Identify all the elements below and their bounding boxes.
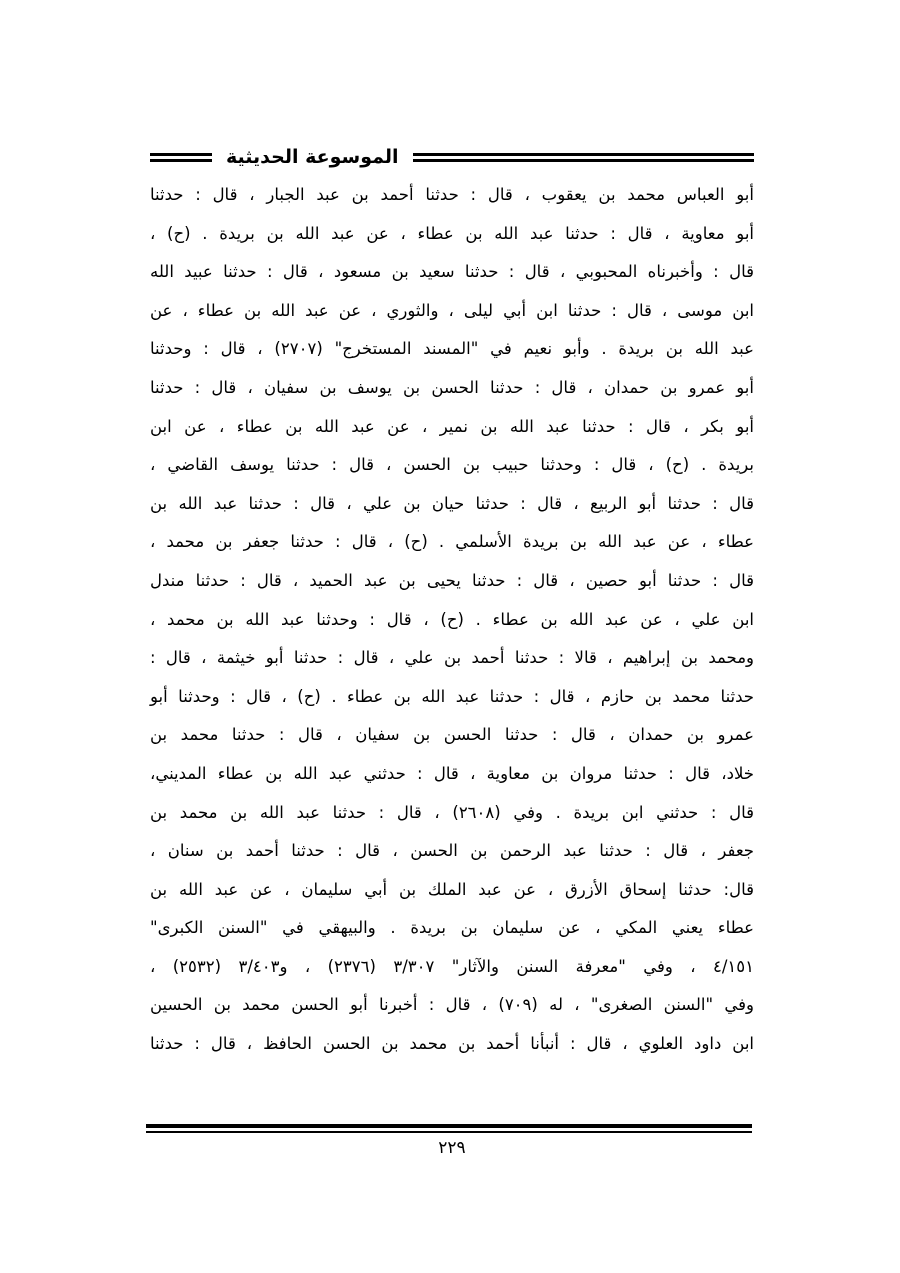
page-header xyxy=(150,140,754,174)
text-line: عطاء يعني المكي ، عن سليمان بن بريدة . والبيهقي في "السنن الكبرى" xyxy=(150,918,754,938)
text-line: قال: حدثنا إسحاق الأزرق ، عن عبد الملك بن أبي سليمان ، عن عبد الله بن xyxy=(150,879,754,899)
text-line: ابن علي ، عن عبد الله بن عطاء . (ح) ، قال : وحدثنا عبد الله بن محمد ، xyxy=(150,609,754,629)
header-title: الموسوعة الحديثية xyxy=(226,146,399,168)
text-line: ٤/١٥١ ، وفي "معرفة السنن والآثار" ٣/٣٠٧ (٢٣٧٦) ، و٣/٤٠٣ (٢٥٣٢) ، xyxy=(150,956,754,976)
text-line: عطاء ، عن عبد الله بن بريدة الأسلمي . (ح) ، قال : حدثنا جعفر بن محمد ، xyxy=(150,532,754,552)
text-line: ومحمد بن إبراهيم ، قالا : حدثنا أحمد بن علي ، قال : حدثنا أبو خيثمة ، قال : xyxy=(150,648,754,668)
footer-rule xyxy=(146,1124,752,1133)
text-line: ابن داود العلوي ، قال : أنبأنا أحمد بن محمد بن الحسن الحافظ ، قال : حدثنا xyxy=(150,1034,754,1054)
body-text xyxy=(150,176,754,1064)
text-line: بريدة . (ح) ، قال : وحدثنا حبيب بن الحسن ، قال : حدثنا يوسف القاضي ، xyxy=(150,455,754,475)
text-line: ابن موسى ، قال : حدثنا ابن أبي ليلى ، والثوري ، عن عبد الله بن عطاء ، عن xyxy=(150,300,754,320)
text-line: عمرو بن حمدان ، قال : حدثنا الحسن بن سفيان ، قال : حدثنا محمد بن xyxy=(150,725,754,745)
text-line: قال : حدثنا أبو حصين ، قال : حدثنا يحيى بن عبد الحميد ، قال : حدثنا مندل xyxy=(150,570,754,590)
page-number: ٢٢٩ xyxy=(438,1138,466,1158)
text-line: حدثنا محمد بن حازم ، قال : حدثنا عبد الله بن عطاء . (ح) ، قال : وحدثنا أبو xyxy=(150,686,754,706)
text-line: قال : وأخبرناه المحبوبي ، قال : حدثنا سعيد بن مسعود ، قال : حدثنا عبيد الله xyxy=(150,262,754,282)
text-line: أبو عمرو بن حمدان ، قال : حدثنا الحسن بن يوسف بن سفيان ، قال : حدثنا xyxy=(150,377,754,397)
text-line: قال : حدثنا أبو الربيع ، قال : حدثنا حيان بن علي ، قال : حدثنا عبد الله بن xyxy=(150,493,754,513)
header-rule-long xyxy=(413,153,755,162)
text-line: خلاد، قال : حدثنا مروان بن معاوية ، قال : حدثني عبد الله بن عطاء المديني، xyxy=(150,763,754,783)
text-line: أبو بكر ، قال : حدثنا عبد الله بن نمير ، عن عبد الله بن عطاء ، عن ابن xyxy=(150,416,754,436)
text-line: جعفر ، قال : حدثنا عبد الرحمن بن الحسن ، قال : حدثنا أحمد بن سنان ، xyxy=(150,841,754,861)
text-line: أبو معاوية ، قال : حدثنا عبد الله بن عطاء ، عن عبد الله بن بريدة . (ح) ، xyxy=(150,223,754,243)
text-line: وفي "السنن الصغرى" ، له (٧٠٩) ، قال : أخبرنا أبو الحسن محمد بن الحسين xyxy=(150,995,754,1015)
text-line: أبو العباس محمد بن يعقوب ، قال : حدثنا أحمد بن عبد الجبار ، قال : حدثنا xyxy=(150,185,754,204)
text-line: قال : حدثني ابن بريدة . وفي (٢٦٠٨) ، قال : حدثنا عبد الله بن محمد بن xyxy=(150,802,754,822)
header-rule-short xyxy=(150,153,212,162)
text-line: عبد الله بن بريدة . وأبو نعيم في "المسند المستخرج" (٢٧٠٧) ، قال : وحدثنا xyxy=(150,339,754,359)
